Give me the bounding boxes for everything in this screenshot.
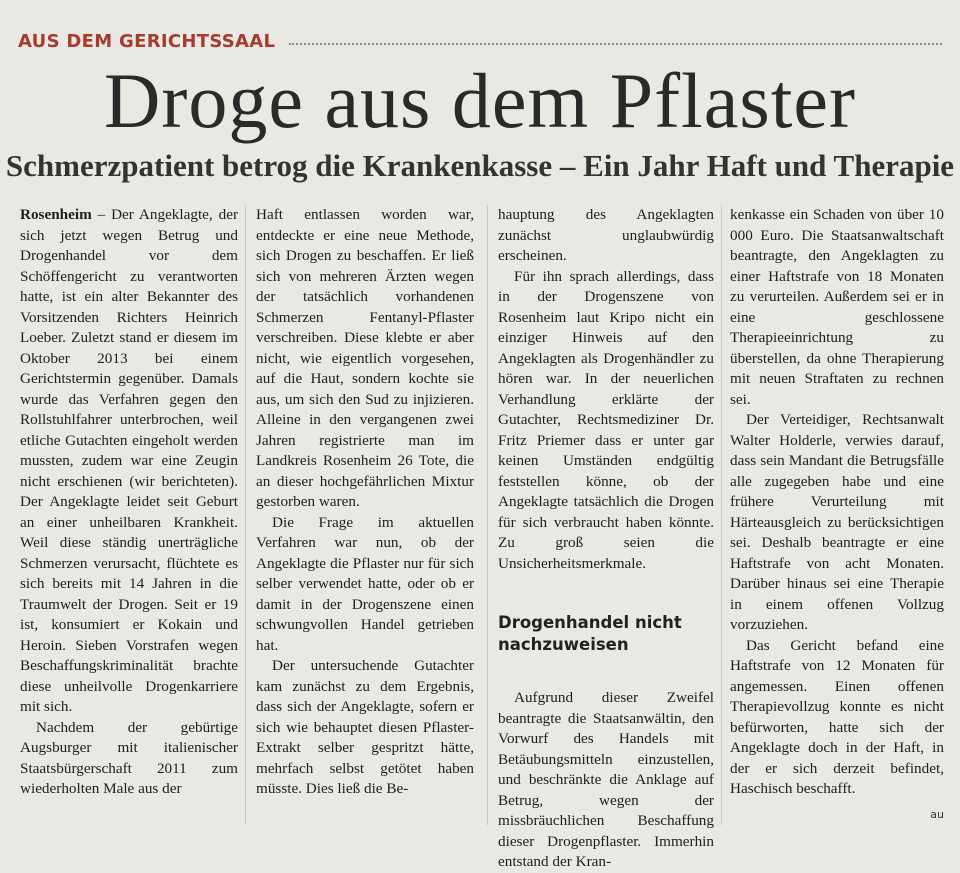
column-divider xyxy=(487,205,488,825)
rubric-row xyxy=(18,30,942,54)
rubric-dotted-rule xyxy=(289,43,942,45)
paragraph-6-start: Aufgrund dieser Zweifel beantragte die Staatsanwältin, den Vorwurf des Handels mit Betäubungsmitteln einzustellen, und beschränkte die Anklage auf Betrug, wegen der missbräuchlichen Beschaffung dieser Drogenpflaster. Immerhin entstand der Kran- xyxy=(498,689,714,870)
article-column-1 xyxy=(20,205,238,800)
article-column-4 xyxy=(730,205,944,800)
column-divider xyxy=(721,205,722,825)
headline: Droge aus dem Pflaster xyxy=(104,57,856,144)
article-column-3 xyxy=(498,205,714,873)
paragraph-2-start: Nachdem der gebürtige Augsburger mit italienischer Staatsbürgerschaft 2011 zum wiederholten Male aus der xyxy=(20,718,238,797)
paragraph-2-end: Haft entlassen worden war, entdeckte er eine neue Methode, sich Drogen zu beschaffen. Er ließ sich von mehreren Ärzten wegen der tatsächlich vorhandenen Schmerzen Fentanyl-Pflaster verschreiben. Diese klebte er aber nicht, wie eigentlich vorgesehen, auf die Haut, sondern kochte sie aus, um sich den Sud zu injizieren. Alleine in den vergangenen zwei Jahren registrierte man im Landkreis Rosenheim 26 Tote, die an dieser hochgefährlichen Mixtur gestorben waren. xyxy=(256,206,474,510)
paragraph-5: Für ihn sprach allerdings, dass in der Drogenszene von Rosenheim laut Kripo nicht ein einziger Hinweis auf den Angeklagten als Drogenhändler zu hören war. In der neuerlichen Verhandlung erklärte der Gutachter, Rechtsmediziner Dr. Fritz Priemer dass er unter gar keinen Umständen endgültig feststellen könne, ob der Angeklagte tatsächlich die Drogen für sich verbraucht haben könnte. Zu groß seien die Unsicherheitsmerkmale. xyxy=(498,267,714,572)
paragraph-8: Das Gericht befand eine Haftstrafe von 12 Monaten für angemessen. Einen offenen Therapievollzug konnte es nicht befürworten, hatte sich der Angeklagte doch in der Haft, in der er sich derzeit befindet, Haschisch beschafft. xyxy=(730,636,944,797)
article-column-2 xyxy=(256,205,474,800)
rubric-label: AUS DEM GERICHTSSAAL xyxy=(18,31,276,52)
paragraph-3: Die Frage im aktuellen Verfahren war nun, ob der Angeklagte die Pflaster nur für sich selber verwendet hatte, oder ob er damit in der Drogenszene einen schwungvollen Handel getrieben hat. xyxy=(256,513,474,654)
author-signature: au xyxy=(930,808,944,821)
section-subheading: Drogenhandel nicht nachzuweisen xyxy=(498,613,682,654)
paragraph-7: Der Verteidiger, Rechtsanwalt Walter Holderle, verwies darauf, dass sein Mandant die Betrugsfälle alle zugegeben habe und eine frühere Verurteilung mit Härteausgleich zu berücksichtigen sei. Deshalb beantragte er eine Haftstrafe von acht Monaten. Darüber hinaus sei eine Therapie in einem offenen Vollzug vorzuziehen. xyxy=(730,411,944,633)
subheadline: Schmerzpatient betrog die Krankenkasse – Ein Jahr Haft und Therapie xyxy=(5,148,955,183)
paragraph-1 xyxy=(20,205,238,718)
dateline: Rosenheim xyxy=(20,206,92,223)
column-divider xyxy=(245,205,246,825)
paragraph-6-end: kenkasse ein Schaden von über 10 000 Euro. Die Staatsanwaltschaft beantragte, den Angeklagten zu einer Haftstrafe von 18 Monaten zu verurteilen. Außerdem sei er in eine geschlossene Therapieeinrichtung zu überstellen, da ohne Therapierung mit neuen Straftaten zu rechnen sei. xyxy=(730,206,944,408)
paragraph-4-end: hauptung des Angeklagten zunächst unglaubwürdig erscheinen. xyxy=(498,206,714,264)
paragraph-4-start: Der untersuchende Gutachter kam zunächst zu dem Ergebnis, dass sich der Angeklagte, sofern er sich wie behauptet diesen Pflaster-Extrakt selber gespritzt hätte, mehrfach selbst getötet haben müsste. Dies ließ die Be- xyxy=(256,657,474,797)
paragraph-1-text: – Der Angeklagte, der sich jetzt wegen Betrug und Drogenhandel vor dem Schöffengericht zu verantworten hatte, ist ein alter Bekannter des Vorsitzenden Richters Heinrich Loeber. Zuletzt stand er diesem im Oktober 2013 bei einem Gerichtstermin gegenüber. Damals wurde das Verfahren gegen den Rollstuhlfahrer unterbrochen, weil etliche Gutachten eingeholt werden mussten, zudem war eine Zeugin nicht erschienen (wir berichteten). Der Angeklagte leidet seit Geburt an einer unheilbaren Krankheit. Weil diese ständig unerträgliche Schmerzen verursacht, flüchtete es sich bereits mit 14 Jahren in die Traumwelt der Drogen. Seit er 19 ist, konsumiert er Kokain und Heroin. Sieben Vorstrafen wegen Beschaffungskriminalität brachte diese unheilvolle Drogenkarriere mit sich. xyxy=(20,206,238,715)
